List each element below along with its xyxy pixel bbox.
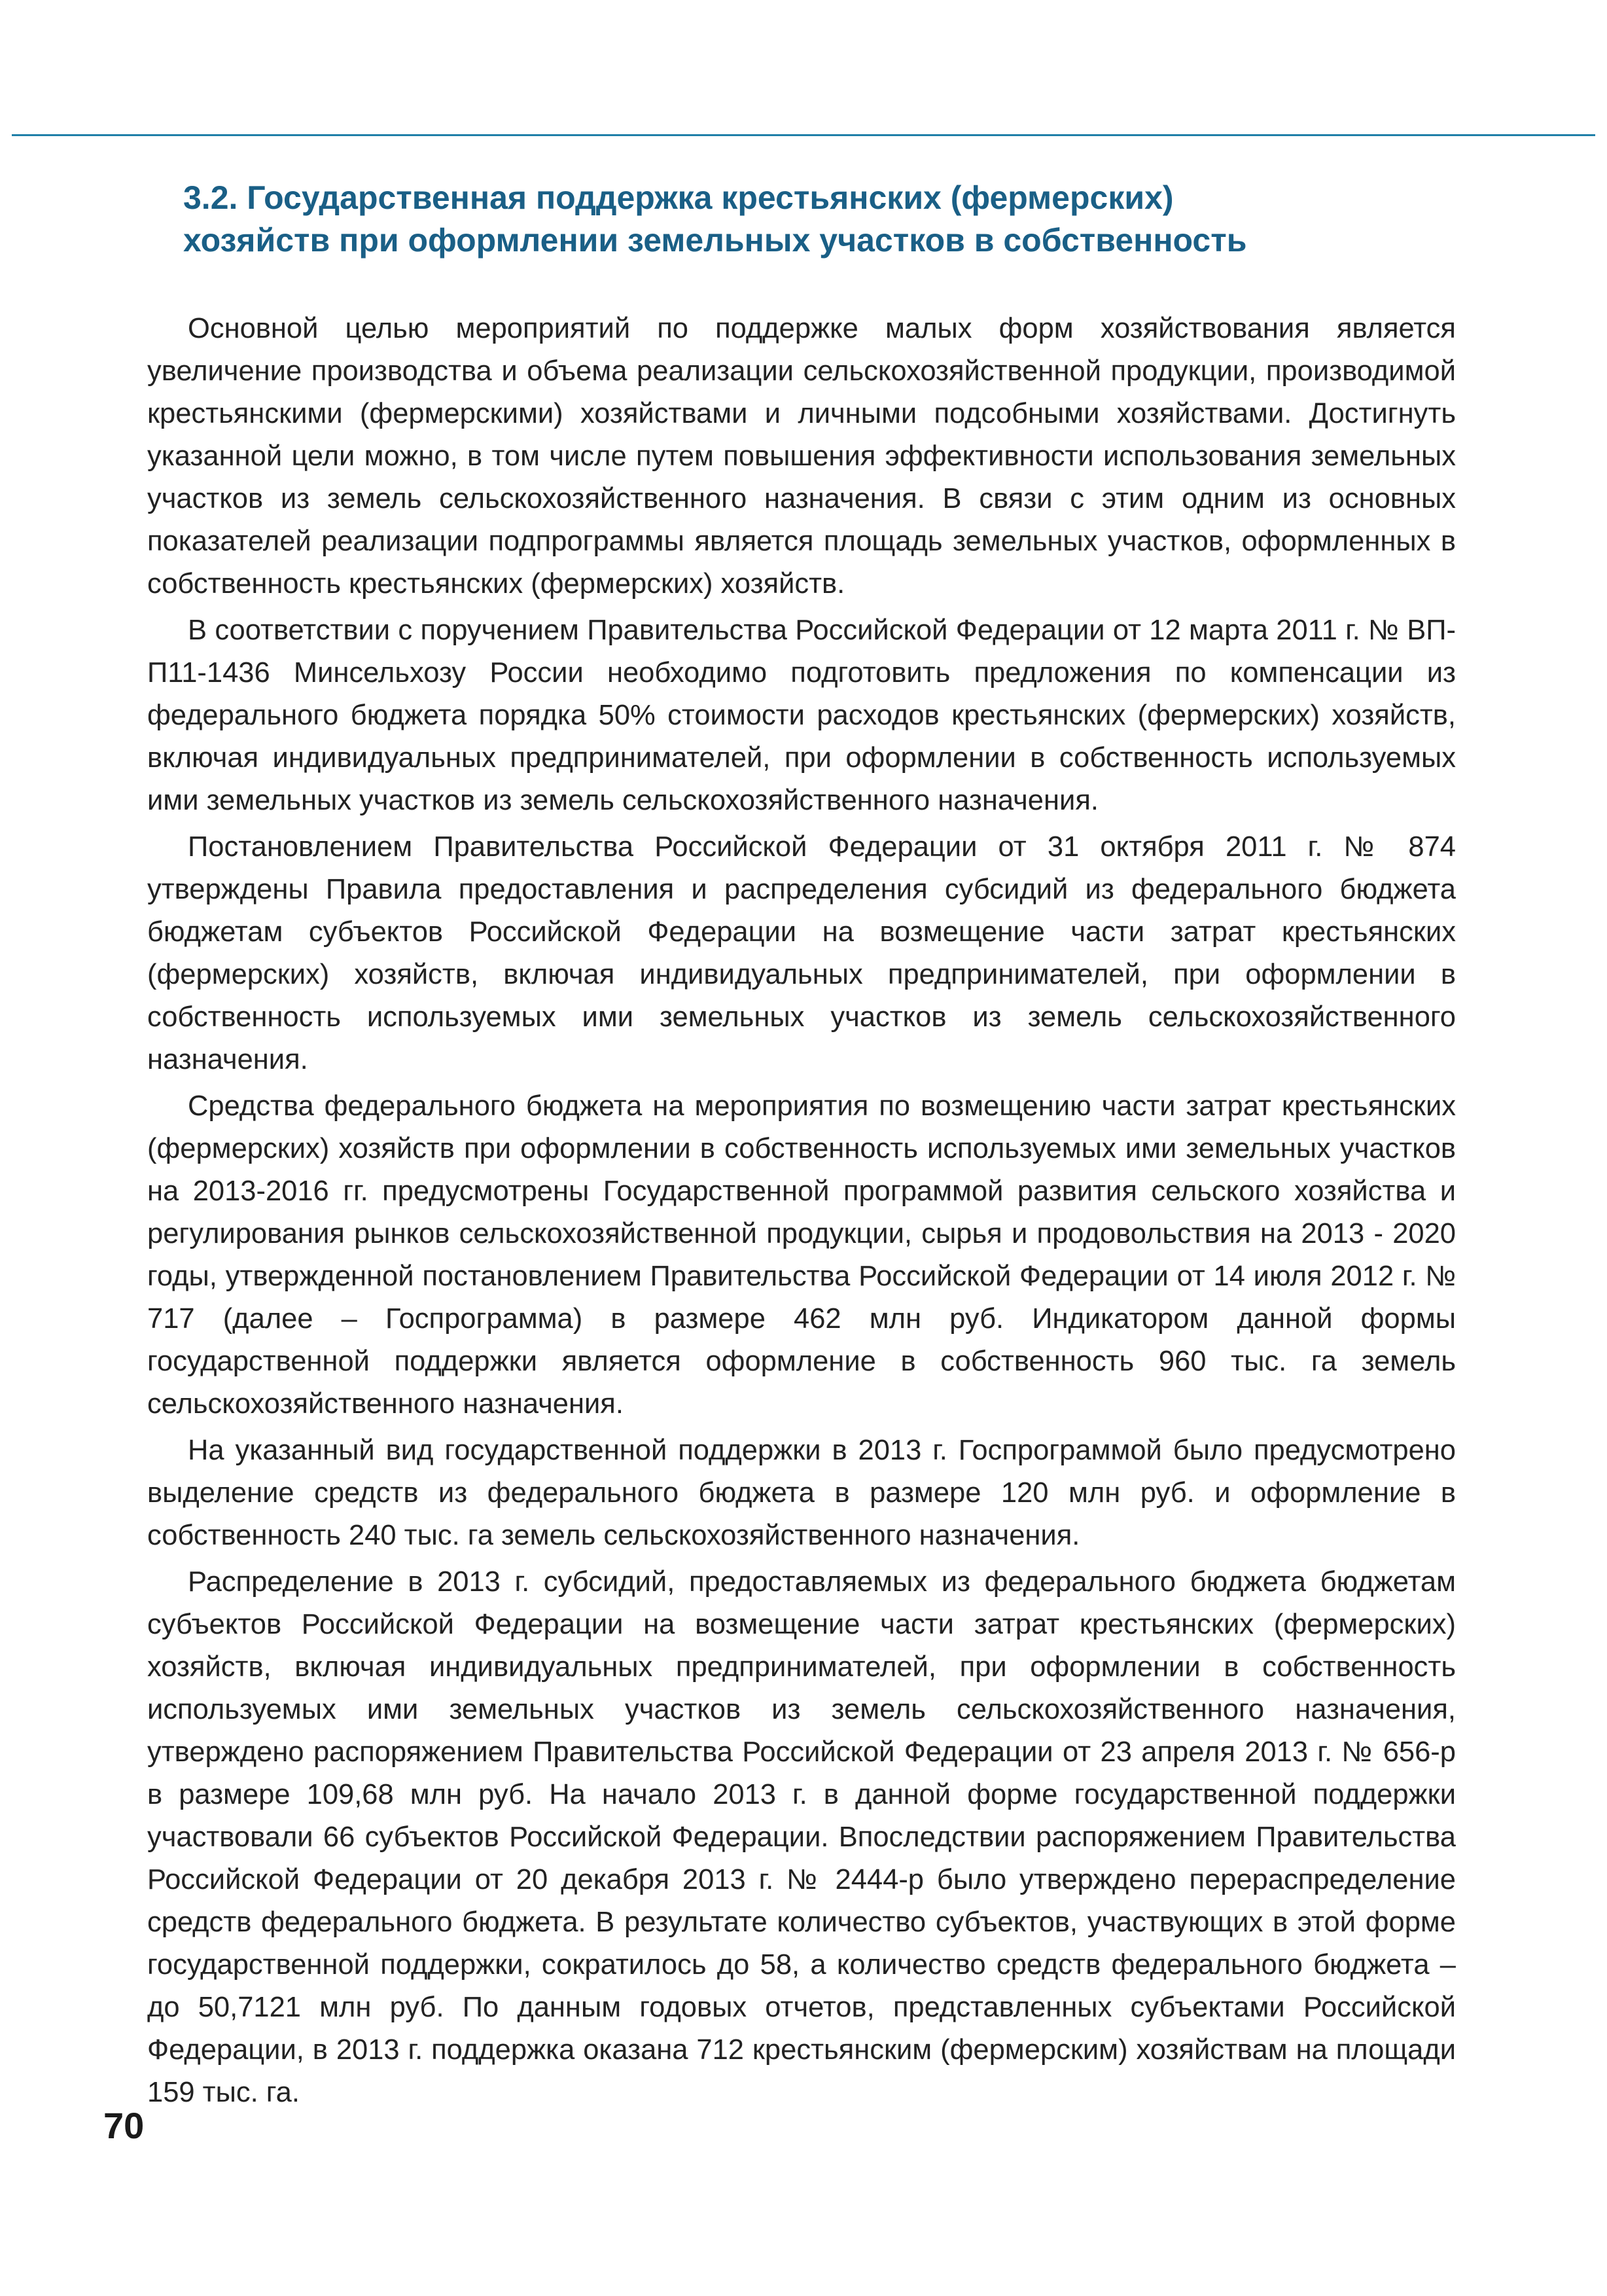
paragraph: Средства федерального бюджета на мероприятия по возмещению части затрат крестьянских (фермерских) хозяйств при оформлении в собственность используемых ими земельных участков на 2013-2016 гг. предусмотрены Государственной программой развития сельского хозяйства и регулирования рынков сельскохозяйственной продукции, сырья и продовольствия на 2013 - 2020 годы, утвержденной постановлением Правительства Российской Федерации от 14 июля 2012 г. № 717 (далее – Госпрограмма) в размере 462 млн руб. Индикатором данной формы государственной поддержки является оформление в собственность 960 тыс. га земель сельскохозяйственного назначения.: [147, 1090, 1456, 1420]
page-number: 70: [103, 2105, 145, 2146]
paragraph: На указанный вид государственной поддержки в 2013 г. Госпрограммой было предусмотрено выделение средств из федерального бюджета в размере 120 млн руб. и оформление в собственность 240 тыс. га земель сельскохозяйственного назначения.: [147, 1435, 1456, 1551]
section-title: [183, 177, 1466, 262]
paragraph: Основной целью мероприятий по поддержке малых форм хозяйствования является увеличение производства и объема реализации сельскохозяйственной продукции, производимой крестьянскими (фермерскими) хозяйствами и личными подсобными хозяйствами. Достигнуть указанной цели можно, в том числе путем повышения эффективности использования земельных участков из земель сельскохозяйственного назначения. В связи с этим одним из основных показателей реализации подпрограммы является площадь земельных участков, оформленных в собственность крестьянских (фермерских) хозяйств.: [147, 313, 1456, 600]
section-title-line-1: 3.2. Государственная поддержка крестьянских (фермерских): [183, 179, 1174, 216]
header-rule: [12, 134, 1595, 136]
paragraph: Постановлением Правительства Российской Федерации от 31 октября 2011 г. № 874 утверждены Правила предоставления и распределения субсидий из федерального бюджета бюджетам субъектов Российской Федерации на возмещение части затрат крестьянских (фермерских) хозяйств, включая индивидуальных предпринимателей, при оформлении в собственность используемых ими земельных участков из земель сельскохозяйственного назначения.: [147, 831, 1456, 1075]
section-title-line-2: хозяйств при оформлении земельных участков в собственность: [183, 222, 1247, 259]
body-text: [147, 308, 1456, 2118]
paragraph: Распределение в 2013 г. субсидий, предоставляемых из федерального бюджета бюджетам субъектов Российской Федерации на возмещение части затрат крестьянских (фермерских) хозяйств, включая индивидуальных предпринимателей, при оформлении в собственность используемых ими земельных участков из земель сельскохозяйственного назначения, утверждено распоряжением Правительства Российской Федерации от 23 апреля 2013 г. № 656-р в размере 109,68 млн руб. На начало 2013 г. в данной форме государственной поддержки участвовали 66 субъектов Российской Федерации. Впоследствии распоряжением Правительства Российской Федерации от 20 декабря 2013 г. № 2444-р было утверждено перераспределение средств федерального бюджета. В результате количество субъектов, участвующих в этой форме государственной поддержки, сократилось до 58, а количество средств федерального бюджета – до 50,7121 млн руб. По данным годовых отчетов, представленных субъектами Российской Федерации, в 2013 г. поддержка оказана 712 крестьянским (фермерским) хозяйствам на площади 159 тыс. га.: [147, 1566, 1456, 2108]
paragraph: В соответствии с поручением Правительства Российской Федерации от 12 марта 2011 г. № ВП-П11-1436 Минсельхозу России необходимо подготовить предложения по компенсации из федерального бюджета порядка 50% стоимости расходов крестьянских (фермерских) хозяйств, включая индивидуальных предпринимателей, при оформлении в собственность используемых ими земельных участков из земель сельскохозяйственного назначения.: [147, 615, 1456, 816]
